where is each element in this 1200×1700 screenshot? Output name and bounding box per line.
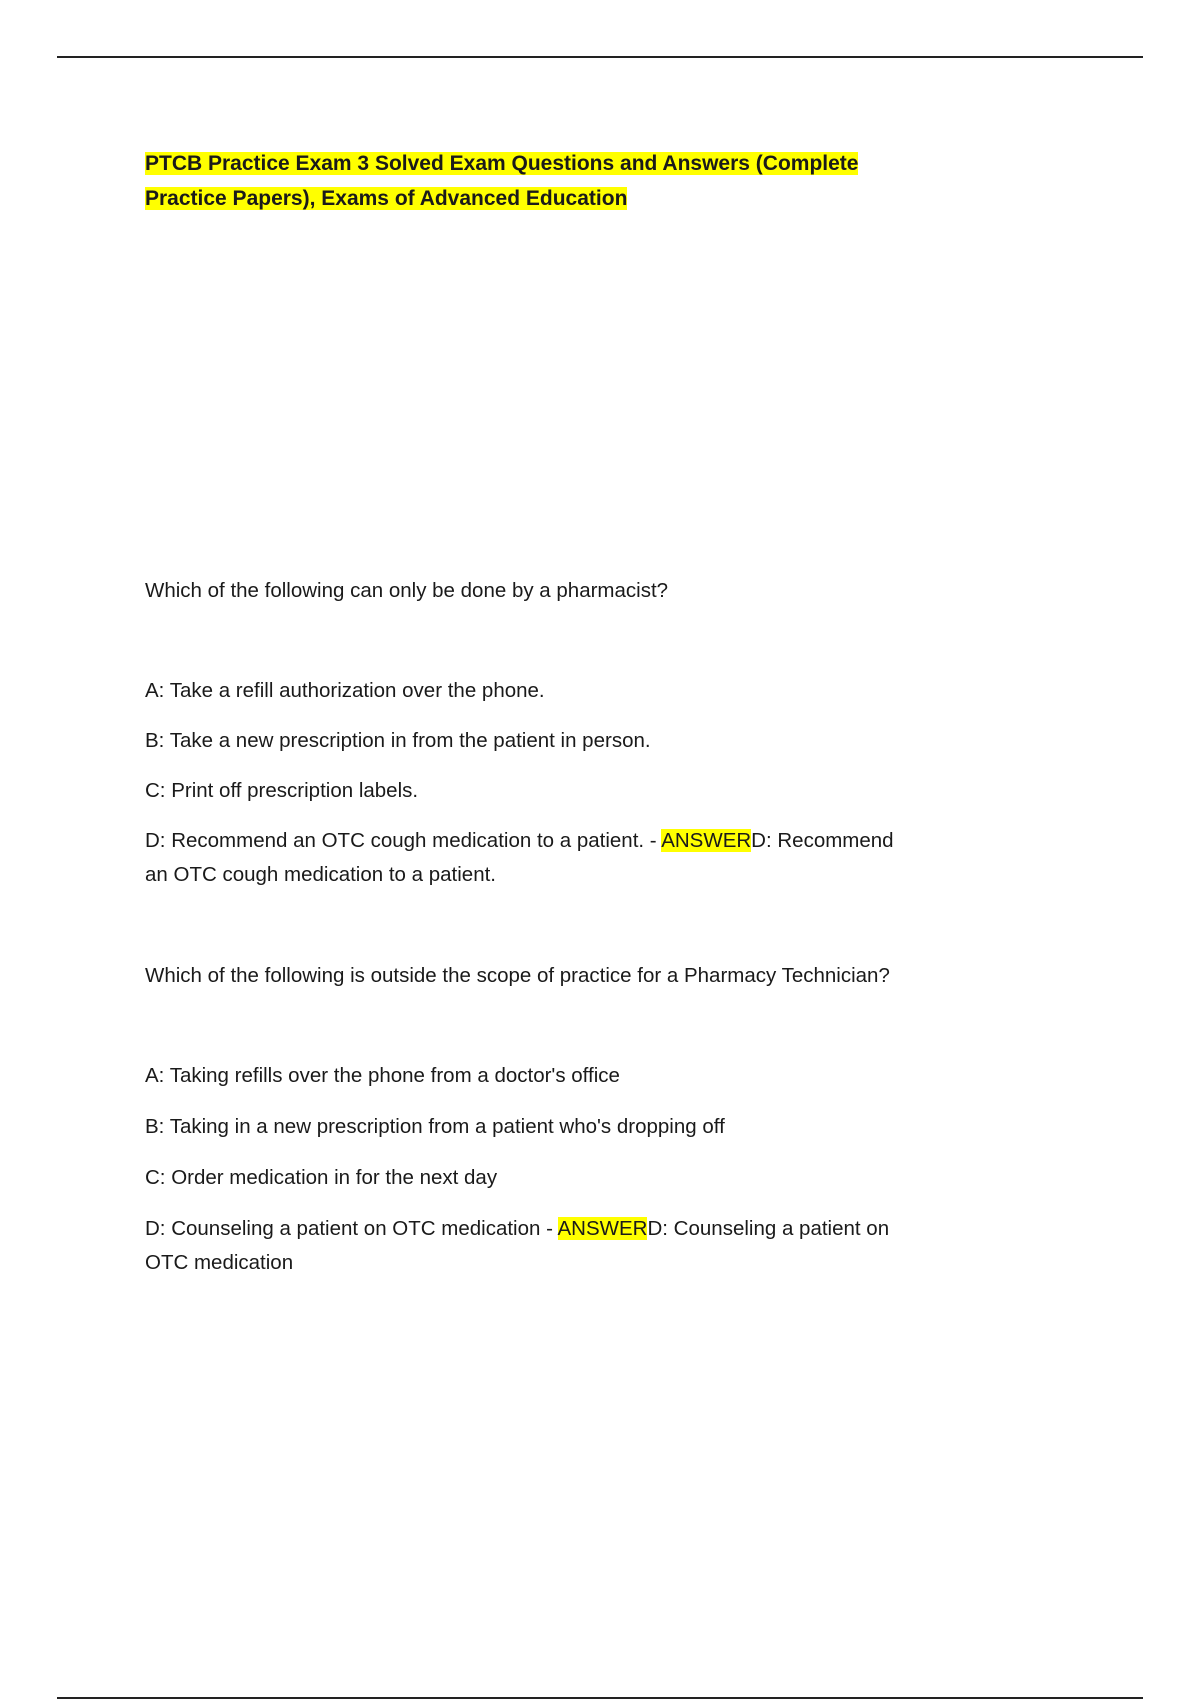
option-a: A: Take a refill authorization over the phone.	[145, 679, 545, 702]
document-title	[145, 146, 905, 216]
option-b: B: Take a new prescription in from the patient in person.	[145, 729, 651, 752]
options-list	[145, 674, 905, 892]
option-d: D: Counseling a patient on OTC medication -	[145, 1217, 558, 1240]
option-a: A: Taking refills over the phone from a doctor's office	[145, 1064, 620, 1087]
answer-keyword: ANSWER	[661, 829, 752, 852]
question-text: Which of the following can only be done by a pharmacist?	[145, 579, 669, 602]
option-d: D: Recommend an OTC cough medication to a patient. -	[145, 829, 662, 852]
option-c: C: Order medication in for the next day	[145, 1166, 498, 1189]
title-line-1: PTCB Practice Exam 3 Solved Exam Questions and Answers (Complete	[145, 152, 859, 175]
option-d-with-answer	[145, 824, 905, 892]
answer-text: D: Recommend an OTC cough medication to a patient.	[145, 829, 894, 886]
options-list	[145, 1059, 905, 1280]
answer-keyword: ANSWER	[557, 1217, 648, 1240]
answer-text: D: Counseling a patient on OTC medication	[145, 1217, 890, 1274]
question-text: Which of the following is outside the scope of practice for a Pharmacy Technician?	[145, 964, 890, 987]
option-b: B: Taking in a new prescription from a patient who's dropping off	[145, 1115, 725, 1138]
bottom-divider	[57, 1697, 1143, 1699]
option-c: C: Print off prescription labels.	[145, 779, 419, 802]
question-block-2	[145, 959, 905, 1280]
title-line-2: Practice Papers), Exams of Advanced Education	[145, 187, 628, 210]
document-body	[145, 146, 905, 1280]
top-divider	[57, 56, 1143, 58]
option-d-with-answer	[145, 1212, 905, 1280]
question-block-1	[145, 574, 905, 892]
